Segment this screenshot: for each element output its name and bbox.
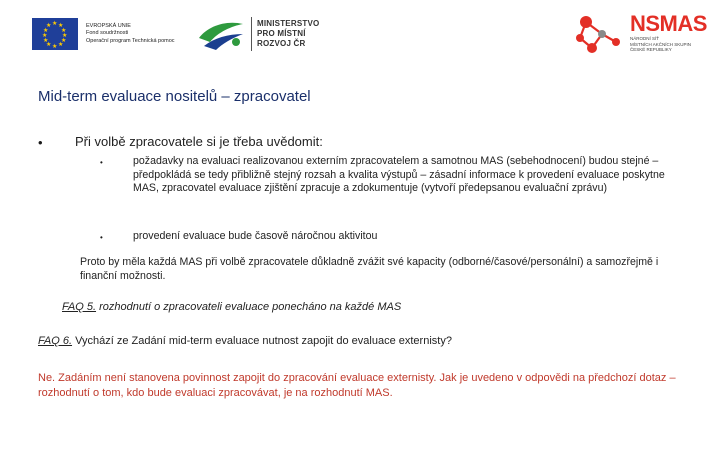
mmr-line: PRO MÍSTNÍ (257, 29, 306, 38)
faq5 (62, 301, 401, 313)
nsmas-sub-line: MÍSTNÍCH AKČNÍCH SKUPIN (630, 41, 692, 47)
nsmas-logo (572, 12, 707, 56)
bullet-text: Při volbě zpracovatele si je třeba uvědomit: (75, 134, 323, 149)
eu-line: Operační program Technická pomoc (86, 37, 175, 44)
faq6-label: FAQ 6. (38, 335, 73, 347)
nsmas-subtitle (630, 36, 707, 53)
mmr-line: MINISTERSTVO (257, 19, 320, 28)
faq5-label: FAQ 5. (62, 301, 97, 313)
faq6 (38, 335, 452, 347)
nsmas-sub-line: NÁRODNÍ SÍŤ (630, 36, 660, 41)
faq6-answer: Ne. Zadáním není stanovena povinnost zapojit do zpracování evaluace externisty. Jak je uvedeno v odpovědi na předchozí dotaz – rozhodnutí o tom, kdo bude evaluaci zpracovávat, je na rozhodnutí MAS. (38, 372, 676, 399)
eu-flag-icon: ★ ★ ★ ★ ★ ★ ★ ★ ★ ★ ★ ★ (32, 18, 78, 50)
nsmas-network-icon (572, 12, 630, 56)
mmr-divider (251, 17, 252, 51)
eu-text (86, 23, 175, 46)
sub-bullet-dot-icon: • (100, 233, 103, 242)
sub-bullet-text: požadavky na evaluaci realizovanou externím zpracovatelem a samotnou MAS (sebehodnocení) budou stejné – předpokládá se tedy přibližně stejný rozsah a kvalita výstupů – zásadní informace k provedení evaluace poskytne MAS, zpracovatel evaluace zjištění zpracuje a zdokumentuje (vytvoří předepsanou evaluační zprávu) (133, 155, 665, 194)
slide-title: Mid-term evaluace nositelů – zpracovatel (38, 88, 311, 105)
mmr-text (257, 19, 319, 49)
sub-bullet-dot-icon: • (100, 158, 103, 167)
nsmas-title: NSMAS (630, 11, 707, 36)
mmr-logo (196, 16, 319, 52)
faq5-text: rozhodnutí o zpracovateli evaluace ponecháno na každé MAS (96, 301, 402, 313)
eu-logo (32, 18, 175, 50)
faq6-text: Vychází ze Zadání mid-term evaluace nutnost zapojit do evaluace externisty? (72, 335, 452, 347)
sub-bullet-text: provedení evaluace bude časově náročnou aktivitou (133, 230, 378, 242)
nsmas-sub-line: ČESKÉ REPUBLIKY (630, 47, 672, 52)
capacity-paragraph: Proto by měla každá MAS při volbě zpracovatele důkladně zvážit své kapacity (odborné/časové/personální) a samozřejmě i finanční možnosti. (80, 256, 659, 282)
eu-line: Fond soudržnosti (86, 30, 129, 37)
bullet-dot-icon: • (38, 135, 43, 150)
mmr-mark-icon (196, 16, 246, 52)
eu-line: EVROPSKÁ UNIE (86, 22, 131, 29)
mmr-line: ROZVOJ ČR (257, 39, 306, 48)
